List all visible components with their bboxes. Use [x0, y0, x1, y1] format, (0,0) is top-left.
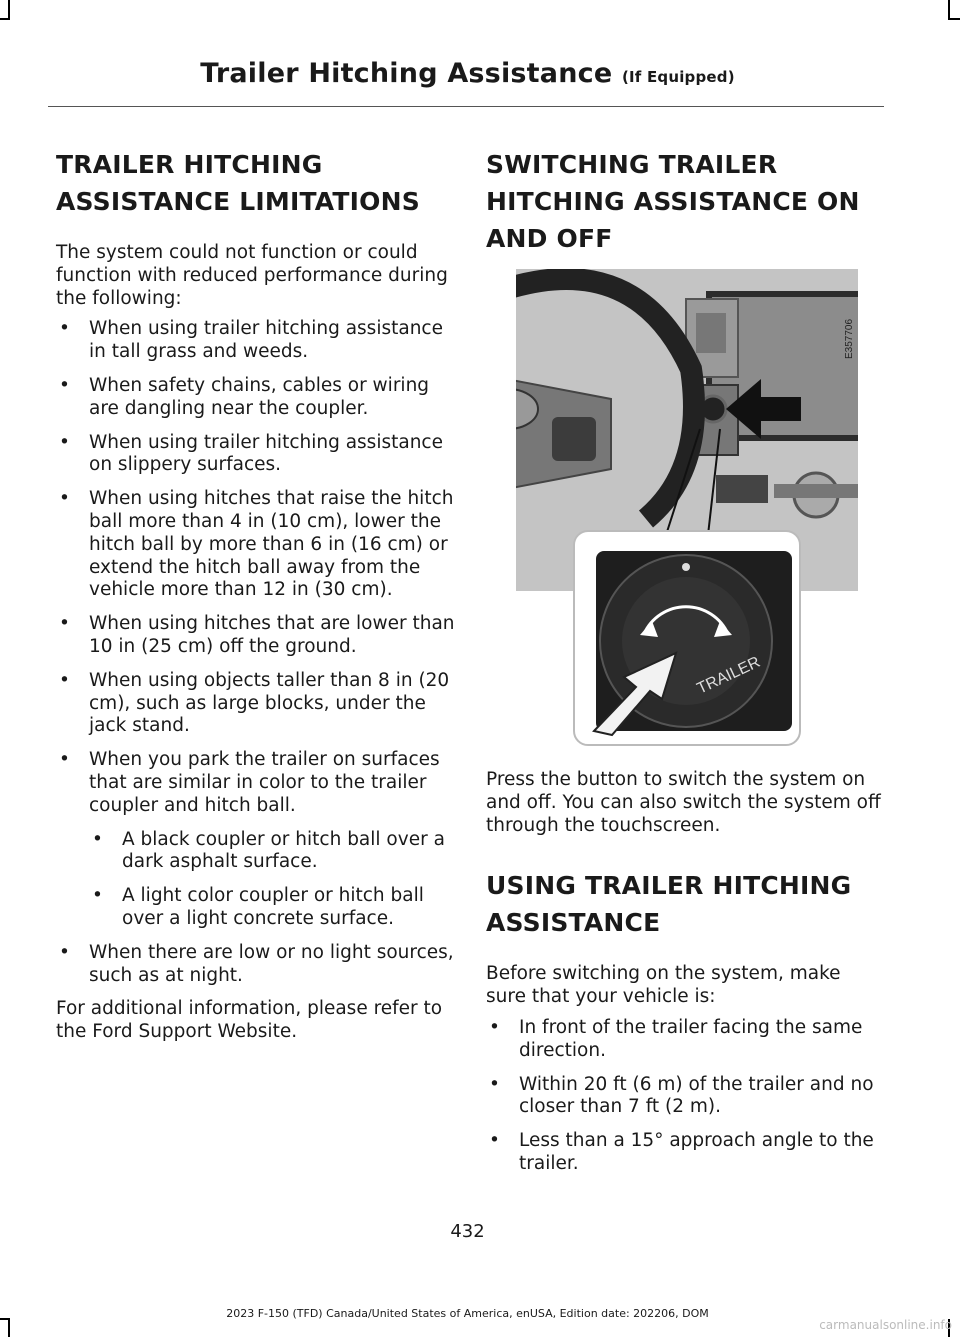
closing-paragraph: For additional information, please refer to the Ford Support Website.	[56, 998, 443, 1043]
watermark: carmanualsonline.info	[819, 1318, 952, 1332]
figure-code: E357706	[844, 318, 855, 359]
list-item: • When using trailer hitching assistance on slippery surfaces.	[56, 432, 456, 478]
dashboard-illustration	[516, 269, 858, 747]
list-item: • Less than a 15° approach angle to the trailer.	[486, 1130, 884, 1176]
edition-line: 2023 F-150 (TFD) Canada/United States of America, enUSA, Edition date: 202206, DOM	[226, 1307, 709, 1320]
before-paragraph: Before switching on the system, make sure that your vehicle is:	[486, 963, 841, 1008]
header-title: Trailer Hitching Assistance	[200, 58, 613, 89]
sub-list-item: • A light color coupler or hitch ball over a light concrete surface.	[89, 885, 456, 931]
switching-heading-line1: SWITCHING TRAILER	[486, 150, 778, 179]
crop-mark-top-right-v	[948, 0, 950, 18]
limitations-heading	[56, 146, 456, 220]
list-item-text: When you park the trailer on surfaces that are similar in color to the trailer coupler and hitch ball.	[89, 749, 440, 816]
using-heading-line1: USING TRAILER HITCHING	[486, 871, 852, 901]
switching-heading-line2: HITCHING ASSISTANCE ON	[486, 187, 860, 216]
crop-mark-top-left-h	[0, 18, 10, 20]
list-item: • When there are low or no light sources, such as at night.	[56, 942, 456, 988]
header-rule	[48, 106, 884, 107]
limitations-intro: The system could not function or could function with reduced performance during the following:	[56, 242, 448, 309]
list-item: • When using trailer hitching assistance in tall grass and weeds.	[56, 318, 456, 364]
press-paragraph: Press the button to switch the system on and off. You can also switch the system off through the touchscreen.	[486, 769, 881, 836]
switching-heading	[486, 146, 884, 257]
left-column	[56, 146, 456, 1052]
sub-list	[89, 829, 456, 931]
using-heading	[486, 867, 884, 941]
requirements-list	[486, 1017, 884, 1176]
knob-label: TRAILER	[694, 653, 763, 698]
list-item: • In front of the trailer facing the same direction.	[486, 1017, 884, 1063]
crop-mark-bottom-left-v	[8, 1319, 10, 1337]
page-header	[0, 58, 935, 89]
list-item: • When using hitches that raise the hitch ball more than 4 in (10 cm), lower the hitch ball by more than 6 in (16 cm) or extend the hitch ball away from the vehicle more than 12 in (30 cm).	[56, 488, 456, 602]
page-number: 432	[450, 1221, 485, 1242]
sub-list-item: • A black coupler or hitch ball over a dark asphalt surface.	[89, 829, 456, 875]
list-item: • Within 20 ft (6 m) of the trailer and no closer than 7 ft (2 m).	[486, 1074, 884, 1120]
limitations-list	[56, 318, 456, 987]
switching-heading-line3: AND OFF	[486, 224, 613, 253]
crop-mark-top-left-v	[8, 0, 10, 18]
crop-mark-top-right-h	[948, 18, 960, 20]
list-item: • When using hitches that are lower than 10 in (25 cm) off the ground.	[56, 613, 456, 659]
right-column	[486, 146, 884, 1187]
list-item: • When safety chains, cables or wiring are dangling near the coupler.	[56, 375, 456, 421]
list-item: • When using objects taller than 8 in (20 cm), such as large blocks, under the jack stand.	[56, 670, 456, 738]
dashboard-illustration-svg	[516, 269, 858, 747]
limitations-heading-line1: TRAILER HITCHING	[56, 150, 323, 179]
list-item-with-subitems	[56, 749, 456, 931]
limitations-heading-line2: ASSISTANCE LIMITATIONS	[56, 187, 420, 216]
using-heading-line2: ASSISTANCE	[486, 908, 661, 938]
header-qualifier: (If Equipped)	[621, 68, 735, 86]
